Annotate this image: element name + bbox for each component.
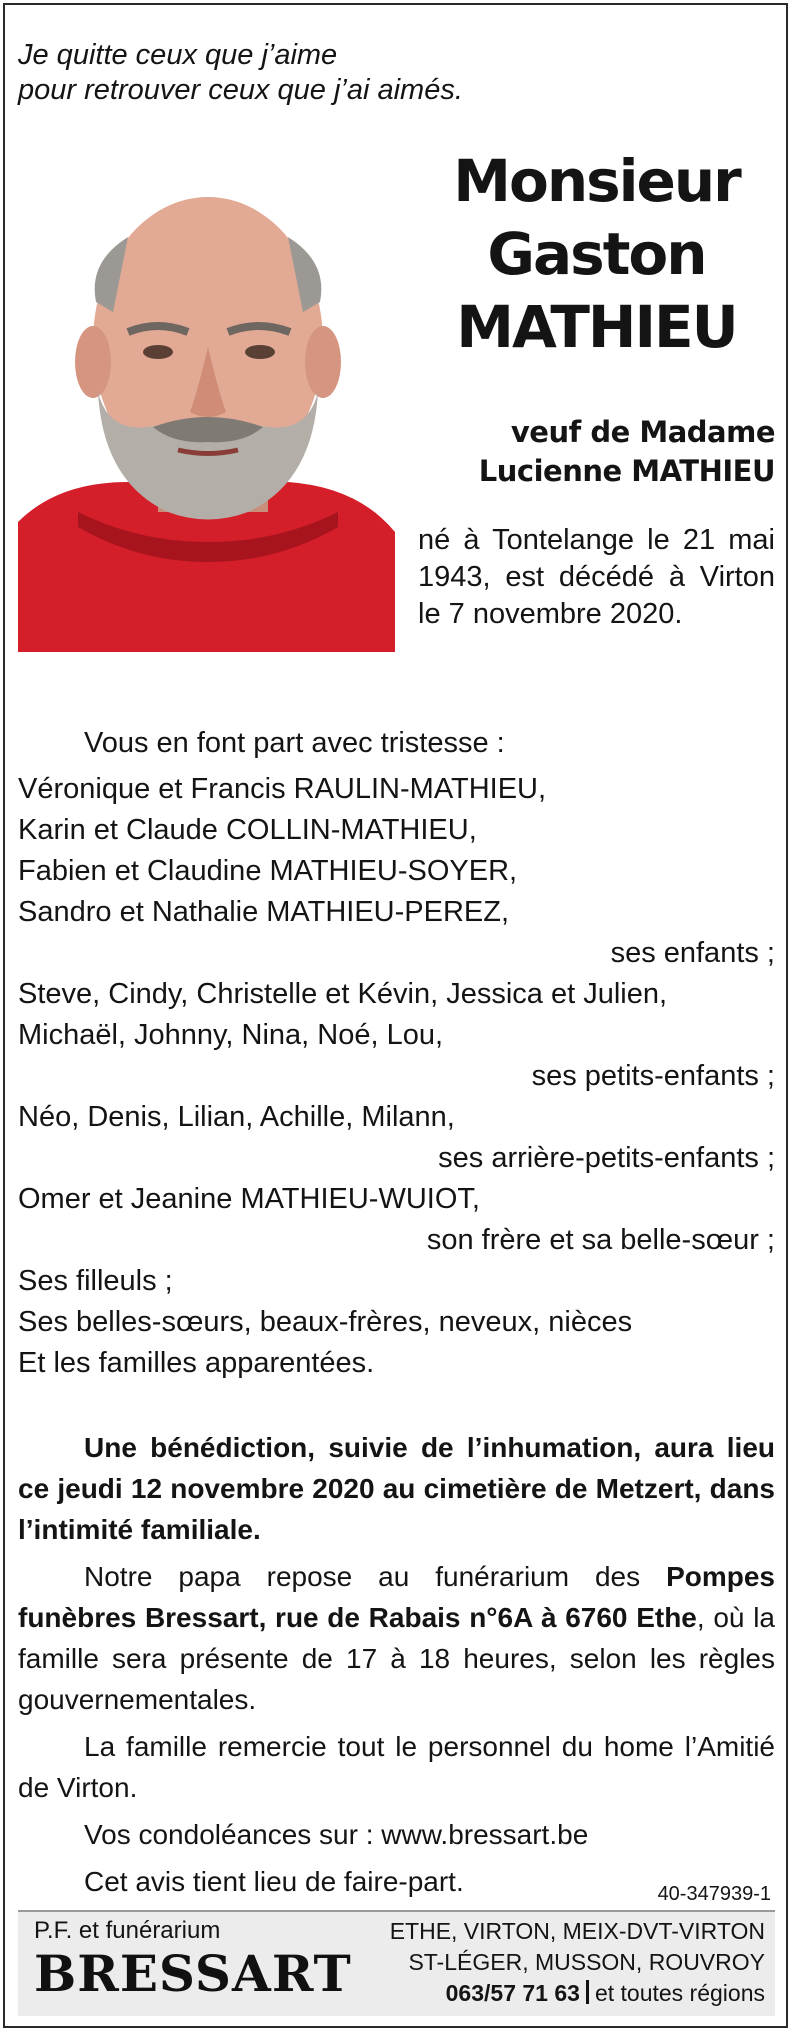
deceased-name xyxy=(418,145,775,364)
ceremony-details xyxy=(18,1427,775,1908)
locations-line-1: ETHE, VIRTON, MEIX-DVT-VIRTON xyxy=(389,1918,765,1944)
name-title: Monsieur xyxy=(453,147,740,215)
brand-logo: BRESSART xyxy=(34,1944,352,2003)
widow-line-1: veuf de Madame xyxy=(510,415,775,449)
great-grandchildren-label: ses arrière-petits-enfants ; xyxy=(438,1142,775,1174)
siblings: Omer et Jeanine MATHIEU-WUIOT, xyxy=(18,1183,480,1215)
godchildren: Ses filleuls ; xyxy=(18,1265,173,1297)
quote-line-2: pour retrouver ceux que j’ai aimés. xyxy=(18,74,463,106)
rest-end: , où la famille sera présente de 17 à 18 heures, selon les règles gouvernementales. xyxy=(18,1602,775,1715)
grandchildren-line-1: Steve, Cindy, Christelle et Kévin, Jessica et Julien, xyxy=(18,978,668,1010)
epitaph-quote xyxy=(18,38,463,108)
quote-line-1: Je quitte ceux que j’aime xyxy=(18,39,338,71)
child-entry: Fabien et Claudine MATHIEU-SOYER, xyxy=(18,855,518,887)
great-grandchildren: Néo, Denis, Lilian, Achille, Milann, xyxy=(18,1101,455,1133)
rest-intro: Notre papa repose au funérarium des xyxy=(84,1561,641,1592)
funeral-home-address: Pompes funèbres Bressart, rue de Rabais n°6A à 6760 Ethe xyxy=(18,1561,776,1633)
locations-line-2: ST-LÉGER, MUSSON, ROUVROY xyxy=(408,1949,765,1975)
portrait-photo xyxy=(18,182,395,652)
rest-location xyxy=(18,1556,775,1720)
separator xyxy=(586,1980,589,2004)
child-entry: Sandro et Nathalie MATHIEU-PEREZ, xyxy=(18,896,510,928)
funeral-home-footer xyxy=(18,1910,775,2016)
family-intro: Vous en font part avec tristesse : xyxy=(84,727,505,759)
phone-number: 063/57 71 63 xyxy=(445,1980,580,2006)
child-entry: Véronique et Francis RAULIN-MATHIEU, xyxy=(18,773,547,805)
name-last: MATHIEU xyxy=(456,293,737,361)
condolences-line: Vos condoléances sur : www.bressart.be xyxy=(84,1819,589,1850)
grandchildren-line-2: Michaël, Johnny, Nina, Noé, Lou, xyxy=(18,1019,444,1051)
widow-line-2: Lucienne MATHIEU xyxy=(478,454,775,488)
phone-line xyxy=(390,1978,765,2009)
in-laws: Ses belles-sœurs, beaux-frères, neveux, nièces xyxy=(18,1306,633,1338)
child-entry: Karin et Claude COLLIN-MATHIEU, xyxy=(18,814,477,846)
footer-subtitle: P.F. et funérarium xyxy=(34,1917,221,1944)
siblings-label: son frère et sa belle-sœur ; xyxy=(426,1224,775,1256)
family-announcement xyxy=(18,723,775,1384)
name-first: Gaston xyxy=(487,220,706,288)
reference-number: 40-347939-1 xyxy=(657,1883,771,1905)
children-label: ses enfants ; xyxy=(610,937,775,969)
footer-brand-block xyxy=(34,1916,352,2002)
thanks-note: La famille remercie tout le personnel du home l’Amitié de Virton. xyxy=(18,1731,775,1803)
relatives: Et les familles apparentées. xyxy=(18,1347,375,1379)
blessing-announcement: Une bénédiction, suivie de l’inhumation, aura lieu ce jeudi 12 novembre 2020 au cimetière de Metzert, dans l’intimité familiale. xyxy=(18,1432,775,1545)
notice-line: Cet avis tient lieu de faire-part. xyxy=(84,1866,464,1897)
regions: et toutes régions xyxy=(594,1980,765,2006)
birth-death-details: né à Tontelange le 21 mai 1943, est décédé à Virton le 7 novembre 2020. xyxy=(418,524,775,630)
grandchildren-label: ses petits-enfants ; xyxy=(531,1060,775,1092)
widow-of xyxy=(418,413,775,491)
footer-contact xyxy=(390,1916,765,2009)
